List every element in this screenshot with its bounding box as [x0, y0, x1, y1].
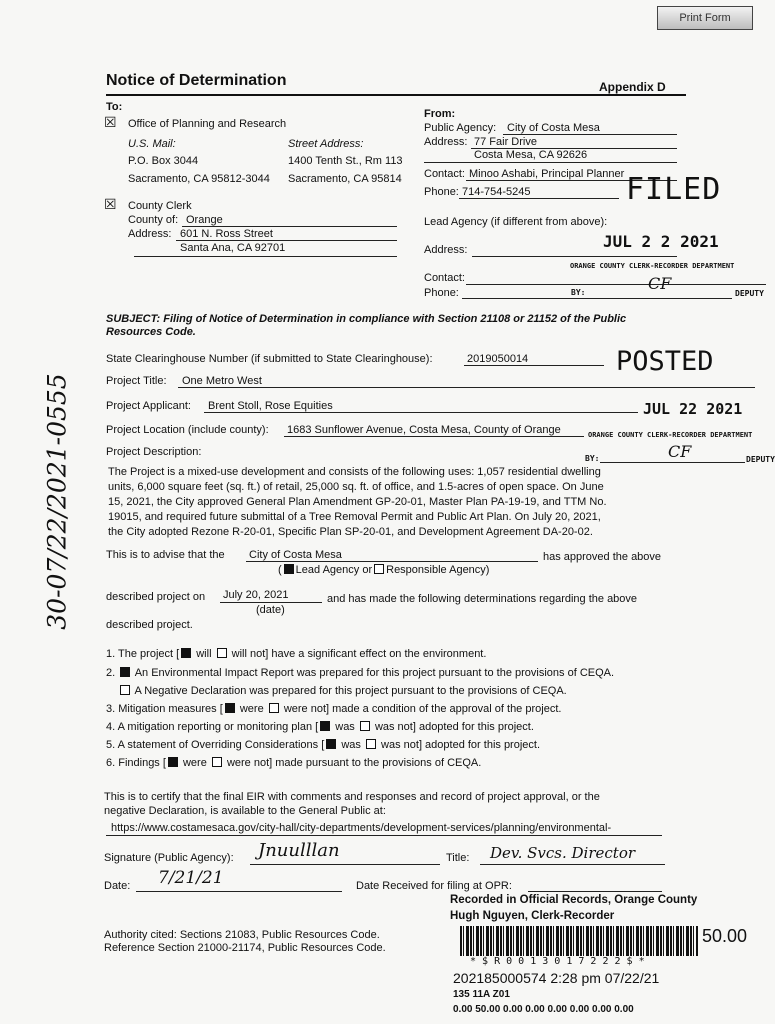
address-line1[interactable]: 601 N. Ross Street: [180, 228, 273, 240]
d4-was: was: [335, 721, 355, 733]
posted-stamp: POSTED: [616, 346, 714, 377]
responsible-agency-label: Responsible Agency): [386, 564, 490, 576]
determination-2: [106, 667, 614, 679]
county-of-label: County of:: [128, 214, 179, 226]
d3-were-checkbox[interactable]: [225, 703, 235, 713]
sch-label: State Clearinghouse Number (if submitted to State Clearinghouse):: [106, 353, 433, 365]
stamp-initials: CF: [648, 274, 672, 293]
lead-phone-label: Phone:: [424, 287, 459, 299]
sch-value[interactable]: 2019050014: [467, 353, 529, 365]
page-title: Notice of Determination: [106, 72, 287, 89]
d5-was-checkbox[interactable]: [326, 739, 336, 749]
project-title-label: Project Title:: [106, 375, 167, 387]
signature[interactable]: Jnuulllan: [258, 840, 340, 861]
po-box: P.O. Box 3044: [128, 155, 199, 167]
clerk-dept-stamp: ORANGE COUNTY CLERK-RECORDER DEPARTMENT: [570, 262, 735, 270]
neg-dec-label: A Negative Declaration was prepared for this project pursuant to the provisions of CEQA.: [134, 685, 567, 697]
responsible-agency-checkbox[interactable]: [374, 564, 384, 574]
lead-contact-line: [466, 284, 766, 285]
address-label: Address:: [128, 228, 172, 240]
determination-1: [106, 648, 486, 660]
recording-code: 135 11A Z01: [453, 989, 510, 1000]
from-address-label: Address:: [424, 136, 468, 148]
description-line: 19015, and required future submittal of a Tree Removal Permit and Public Art Plan. On July 20, 2021,: [108, 511, 601, 523]
url-line: [106, 835, 662, 836]
date-line: [136, 891, 342, 892]
contact-value[interactable]: Minoo Ashabi, Principal Planner: [469, 168, 625, 180]
title-field-line: [480, 864, 665, 865]
described-date[interactable]: July 20, 2021: [223, 589, 289, 601]
description-text: [108, 465, 607, 540]
lead-phone-line: [462, 298, 732, 299]
lead-address-line: [472, 256, 677, 257]
street-address: 1400 Tenth St., Rm 113: [288, 155, 403, 167]
advise-prefix: This is to advise that the: [106, 549, 225, 561]
county-line: [182, 226, 397, 227]
described-suffix: and has made the following determinations regarding the above: [327, 593, 638, 605]
d6-were-checkbox[interactable]: [168, 757, 178, 767]
description-line: The Project is a mixed-use development and consists of the following uses: 1,057 residential dwelling: [108, 466, 601, 478]
certify-line1: This is to certify that the final EIR with comments and responses and record of project approval, or the: [104, 791, 600, 803]
described-project: described project.: [106, 619, 193, 631]
title-field-label: Title:: [446, 852, 470, 864]
d3-were-not-checkbox[interactable]: [269, 703, 279, 713]
authority-line2: Reference Section 21000-21174, Public Resources Code.: [104, 942, 386, 954]
posted-date-stamp: JUL 22 2021: [643, 400, 743, 418]
d5-prefix: 5. A statement of Overriding Considerations [: [106, 739, 325, 751]
advise-suffix: has approved the above: [543, 551, 662, 563]
from-address-line1[interactable]: 77 Fair Drive: [474, 136, 537, 148]
d1-prefix: 1. The project [: [106, 648, 180, 660]
eir-checkbox[interactable]: [120, 667, 130, 677]
recording-fee: 50.00: [702, 926, 748, 946]
neg-dec-checkbox[interactable]: [120, 685, 130, 695]
determination-5: [106, 739, 540, 751]
sacramento-street: Sacramento, CA 95814: [288, 173, 402, 185]
title-rule: [106, 94, 686, 96]
opr-date-line: [528, 891, 662, 892]
address-line2-rule: [134, 256, 397, 257]
d5-was: was: [341, 739, 361, 751]
described-date-line: [220, 602, 322, 603]
d6-were: were: [182, 757, 207, 769]
filed-date-stamp: JUL 2 2 2021: [603, 232, 719, 251]
barcode-text: * $ R 0 0 1 3 0 1 7 2 2 2 $ *: [470, 956, 645, 967]
determination-4: [106, 721, 534, 733]
lead-address-label: Address:: [424, 244, 468, 256]
from-address-line2-rule: [424, 162, 677, 163]
county-clerk-checkbox[interactable]: ☒: [104, 196, 117, 212]
negative-declaration: [118, 685, 567, 697]
sacramento-mail: Sacramento, CA 95812-3044: [128, 173, 270, 185]
lead-contact-label: Contact:: [424, 272, 465, 284]
project-title-value[interactable]: One Metro West: [182, 375, 262, 387]
stamp-by-line: [600, 462, 745, 463]
public-agency-line: [503, 134, 677, 135]
address-line2[interactable]: Santa Ana, CA 92701: [180, 242, 286, 254]
fees-line: 0.00 50.00 0.00 0.00 0.00 0.00 0.00 0.00: [453, 1004, 634, 1015]
advise-agency-line: [246, 561, 538, 562]
clerk-dept-stamp-2: ORANGE COUNTY CLERK-RECORDER DEPARTMENT: [588, 431, 753, 439]
county-value[interactable]: Orange: [186, 214, 223, 226]
lead-agency-label: Lead Agency (if different from above):: [424, 216, 608, 228]
barcode: [460, 926, 698, 956]
to-label: To:: [106, 101, 123, 113]
street-address-label: Street Address:: [288, 138, 364, 150]
subject-line1: SUBJECT: Filing of Notice of Determination in compliance with Section 21108 or 21152 of the Public: [106, 313, 627, 325]
stamp-by-2: BY:: [585, 454, 600, 463]
d3-prefix: 3. Mitigation measures [: [106, 703, 223, 715]
authority-line1: Authority cited: Sections 21083, Public Resources Code.: [104, 929, 380, 941]
appendix-label: Appendix D: [599, 80, 666, 94]
d6-prefix: 6. Findings [: [106, 757, 166, 769]
certify-line2: negative Declaration, is available to the General Public at:: [104, 805, 386, 817]
county-clerk-label: County Clerk: [128, 200, 192, 212]
contact-label: Contact:: [424, 168, 465, 180]
lead-agency-checkbox[interactable]: [284, 564, 294, 574]
project-title-line: [178, 387, 755, 388]
d2-prefix: 2.: [106, 667, 116, 679]
title-field-value[interactable]: Dev. Svcs. Director: [490, 844, 636, 862]
description-line: units, 6,000 square feet (sq. ft.) of retail, 25,000 sq. ft. of office, and 1.5-acres of open space. On June: [108, 481, 604, 493]
opr-label: Office of Planning and Research: [128, 118, 287, 130]
stamp-by: BY:: [571, 288, 586, 297]
agency-type: ( Lead Agency or Responsible Agency): [278, 564, 490, 576]
determination-3: [106, 703, 561, 715]
d6-rest: were not] made pursuant to the provisions of CEQA.: [226, 757, 482, 769]
document-number: 202185000574 2:28 pm 07/22/21: [453, 970, 660, 986]
phone-line: [459, 198, 619, 199]
d4-was-not-checkbox[interactable]: [360, 721, 370, 731]
phone-label: Phone:: [424, 186, 459, 198]
applicant-label: Project Applicant:: [106, 400, 191, 412]
signature-line: [250, 864, 440, 865]
lead-agency-label: Lead Agency or: [295, 564, 373, 576]
d1-will-not-checkbox[interactable]: [217, 648, 227, 658]
date-caption: (date): [256, 604, 285, 616]
sch-line: [464, 365, 604, 366]
determination-6: [106, 757, 481, 769]
advise-agency[interactable]: City of Costa Mesa: [249, 549, 342, 561]
side-handwriting: 30-07/22/2021-0555: [42, 373, 72, 630]
opr-checkbox[interactable]: ☒: [104, 114, 117, 130]
d3-were: were: [239, 703, 264, 715]
applicant-value[interactable]: Brent Stoll, Rose Equities: [208, 400, 333, 412]
opr-date-label: Date Received for filing at OPR:: [356, 880, 512, 892]
applicant-line: [204, 412, 638, 413]
recorded-line2: Hugh Nguyen, Clerk-Recorder: [450, 910, 615, 922]
description-line: 15, 2021, the City approved General Plan Amendment GP-20-01, Master Plan PA-19-19, and TTM No.: [108, 496, 607, 508]
description-line: the City adopted Rezone R-20-01, Specific Plan SP-20-01, and Development Agreement DA-20-02.: [108, 526, 593, 538]
description-label: Project Description:: [106, 446, 202, 458]
d1-will-checkbox[interactable]: [181, 648, 191, 658]
d4-prefix: 4. A mitigation reporting or monitoring plan [: [106, 721, 319, 733]
stamp-deputy-2: DEPUTY: [746, 455, 775, 464]
from-label: From:: [424, 108, 456, 120]
filed-stamp: FILED: [626, 172, 722, 207]
stamp-deputy: DEPUTY: [735, 289, 764, 298]
us-mail-label: U.S. Mail:: [128, 138, 176, 150]
d1-will: will: [196, 648, 212, 660]
from-address-line2[interactable]: Costa Mesa, CA 92626: [474, 149, 588, 161]
stamp-initials-2: CF: [668, 442, 692, 461]
described-prefix: described project on: [106, 591, 206, 603]
address-line1-rule: [176, 240, 397, 241]
eir-label: An Environmental Impact Report was prepared for this project pursuant to the provisions of CEQA.: [134, 667, 615, 679]
d4-was-checkbox[interactable]: [320, 721, 330, 731]
subject-line2: Resources Code.: [106, 326, 196, 338]
location-value[interactable]: 1683 Sunflower Avenue, Costa Mesa, County of Orange: [287, 424, 561, 436]
date-value[interactable]: 7/21/21: [158, 868, 224, 888]
public-agency-value[interactable]: City of Costa Mesa: [507, 122, 600, 134]
d5-was-not-checkbox[interactable]: [366, 739, 376, 749]
public-agency-label: Public Agency:: [424, 122, 497, 134]
availability-url[interactable]: https://www.costamesaca.gov/city-hall/city-departments/development-services/planning/environmental-: [111, 822, 612, 834]
d4-rest: was not] adopted for this project.: [374, 721, 534, 733]
signature-label: Signature (Public Agency):: [104, 852, 234, 864]
d5-rest: was not] adopted for this project.: [381, 739, 541, 751]
location-label: Project Location (include county):: [106, 424, 269, 436]
phone-value[interactable]: 714-754-5245: [462, 186, 531, 198]
d1-rest: will not] have a significant effect on the environment.: [231, 648, 487, 660]
print-form-button[interactable]: Print Form: [657, 6, 753, 30]
location-line: [284, 436, 584, 437]
recorded-line1: Recorded in Official Records, Orange County: [450, 894, 698, 906]
d3-rest: were not] made a condition of the approval of the project.: [283, 703, 562, 715]
d6-were-not-checkbox[interactable]: [212, 757, 222, 767]
date-label: Date:: [104, 880, 131, 892]
